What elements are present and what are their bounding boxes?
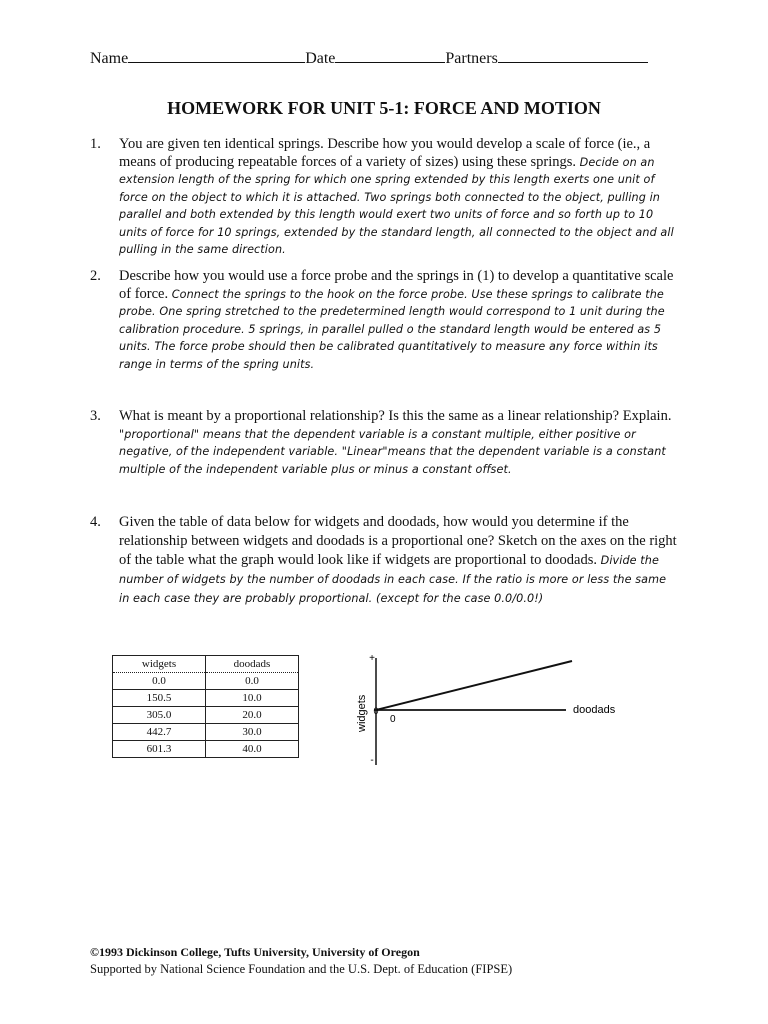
y-minus-sign: -: [370, 755, 374, 766]
header-doodads: doodads: [206, 656, 299, 673]
date-label: Date: [305, 50, 336, 67]
student-info-row: [90, 48, 680, 68]
question-answer: Decide on an extension length of the spring for which one spring extended by this length exerts one unit of force on the object to which it is attached. Two springs both connected to the object, pulling in parallel and both extended by this length would exert two units of force and so forth up to 10 units of force for 10 springs, extended by the standard length, all connected to the object and all pulling in the same direction.: [119, 155, 674, 256]
cell-widgets: 601.3: [113, 741, 206, 758]
table-row: [113, 724, 299, 741]
sketch-axes[interactable]: [350, 650, 650, 775]
table-row: [113, 707, 299, 724]
question-prompt: You are given ten identical springs. Describe how you would develop a scale of force (ie., a means of producing repeatable forces of a variety of sizes) using these springs.: [119, 136, 651, 170]
question-answer: "proportional" means that the dependent variable is a constant multiple, either positive or negative, of the independent variable. "Linear"means that the dependent variable is a constant multiple of the independent variable plus or minus a constant offset.: [119, 427, 666, 476]
copyright-line: ©1993 Dickinson College, Tufts University, University of Oregon: [90, 945, 420, 959]
question-prompt: What is meant by a proportional relationship? Is this the same as a linear relationship? Explain.: [119, 408, 672, 424]
question-number: 2.: [90, 268, 101, 284]
table-row: [113, 673, 299, 690]
cell-doodads: 10.0: [206, 690, 299, 707]
cell-doodads: 30.0: [206, 724, 299, 741]
origin-y-label: 0: [373, 706, 379, 716]
cell-doodads: 0.0: [206, 673, 299, 690]
question-prompt: Given the table of data below for widgets and doodads, how would you determine if the relationship between widgets and doodads is a proportional one? Sketch on the axes on the right of the table what the graph would look like if widgets are proportional to doodads.: [119, 514, 677, 568]
question-3: [90, 408, 680, 478]
cell-widgets: 305.0: [113, 707, 206, 724]
support-line: Supported by National Science Foundation and the U.S. Dept. of Education (FIPSE): [90, 962, 513, 976]
partners-blank[interactable]: [498, 48, 648, 63]
cell-widgets: 0.0: [113, 673, 206, 690]
origin-label: 0: [390, 714, 396, 725]
widgets-doodads-table: [112, 655, 299, 758]
name-label: Name: [90, 50, 129, 67]
date-blank[interactable]: [335, 48, 445, 63]
cell-widgets: 150.5: [113, 690, 206, 707]
partners-label: Partners: [445, 50, 498, 67]
question-prompt: Describe how you would use a force probe and the springs in (1) to develop a quantitative scale of force.: [119, 268, 674, 302]
question-4: [90, 513, 680, 608]
cell-doodads: 40.0: [206, 741, 299, 758]
question-number: 4.: [90, 514, 101, 530]
page-title: HOMEWORK FOR UNIT 5-1: FORCE AND MOTION: [167, 98, 601, 118]
table-header-row: [113, 656, 299, 673]
name-blank[interactable]: [128, 48, 305, 63]
cell-doodads: 20.0: [206, 707, 299, 724]
table-row: [113, 690, 299, 707]
question-1: [90, 136, 680, 259]
y-axis-label: widgets: [356, 694, 368, 732]
proportional-sketch-line: [376, 661, 572, 710]
question-number: 3.: [90, 408, 101, 424]
question-number: 1.: [90, 136, 101, 152]
y-plus-sign: +: [369, 653, 375, 664]
table-row: [113, 741, 299, 758]
x-axis-label: doodads: [573, 704, 616, 716]
question-answer: Divide the number of widgets by the number of doodads in each case. If the ratio is more or less the same in each case they are probably proportional. (except for the case 0.0/0.0!): [119, 554, 667, 605]
question-2: [90, 268, 680, 373]
header-widgets: widgets: [113, 656, 206, 673]
cell-widgets: 442.7: [113, 724, 206, 741]
question-answer: Connect the springs to the hook on the force probe. Use these springs to calibrate the probe. One spring stretched to the predetermined length would correspond to 1 unit during the calibration procedure. 5 springs, in parallel pulled o the standard length would be entered as 5 units. The force probe should then be calibrated quantitatively to measure any force within its range in terms of the spring units.: [119, 287, 665, 371]
